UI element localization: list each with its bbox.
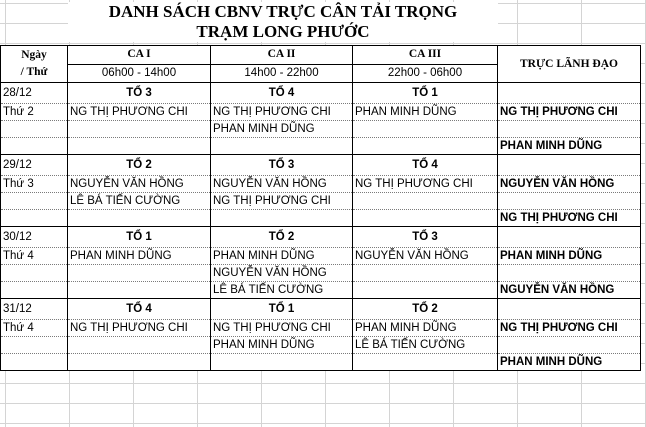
day-empty-cell bbox=[1, 138, 68, 155]
shift-3-staff-name bbox=[353, 354, 498, 371]
staff-row bbox=[1, 176, 641, 193]
shift-1-staff-name bbox=[68, 282, 211, 299]
shift-1-team: TỔ 3 bbox=[68, 83, 211, 104]
shift-2-team: TỔ 1 bbox=[211, 299, 353, 320]
leader-name: PHAN MINH DŨNG bbox=[498, 354, 641, 371]
leader-name: NGUYỄN VĂN HỒNG bbox=[498, 282, 641, 299]
shift-2-team: TỔ 3 bbox=[211, 155, 353, 176]
shift-3-staff-name bbox=[353, 193, 498, 210]
shift-3-staff-name bbox=[353, 265, 498, 282]
shift-2-staff-name: PHAN MINH DŨNG bbox=[211, 337, 353, 354]
day-date: 31/12 bbox=[1, 299, 68, 320]
leader-empty-cell bbox=[498, 83, 641, 104]
day-date-row bbox=[1, 83, 641, 104]
shift-3-staff-name bbox=[353, 282, 498, 299]
shift-3-staff-name: PHAN MINH DŨNG bbox=[353, 320, 498, 337]
staff-row bbox=[1, 248, 641, 265]
shift-1-staff-name: LÊ BÁ TIẾN CƯỜNG bbox=[68, 193, 211, 210]
day-date: 30/12 bbox=[1, 227, 68, 248]
day-date: 28/12 bbox=[1, 83, 68, 104]
staff-row bbox=[1, 210, 641, 227]
page-subtitle: TRẠM LONG PHƯỚC bbox=[68, 22, 498, 42]
day-weekday: Thứ 3 bbox=[1, 176, 68, 193]
header-weekday-label: / Thứ bbox=[20, 66, 48, 78]
shift-1-staff-name bbox=[68, 121, 211, 138]
staff-row bbox=[1, 337, 641, 354]
day-weekday: Thứ 2 bbox=[1, 104, 68, 121]
day-empty-cell bbox=[1, 282, 68, 299]
header-leader: TRỰC LÃNH ĐẠO bbox=[498, 46, 641, 83]
staff-row bbox=[1, 138, 641, 155]
shift-1-staff-name bbox=[68, 265, 211, 282]
shift-3-staff-name: LÊ BÁ TIẾN CƯỜNG bbox=[353, 337, 498, 354]
day-date-row bbox=[1, 155, 641, 176]
shift-3-staff-name bbox=[353, 210, 498, 227]
header-shift-1-time: 06h00 - 14h00 bbox=[68, 64, 211, 83]
leader-name: NG THỊ PHƯƠNG CHI bbox=[498, 104, 641, 121]
staff-row bbox=[1, 121, 641, 138]
day-empty-cell bbox=[1, 337, 68, 354]
shift-1-staff-name: NG THỊ PHƯƠNG CHI bbox=[68, 320, 211, 337]
header-shift-2-time: 14h00 - 22h00 bbox=[211, 64, 353, 83]
leader-name bbox=[498, 121, 641, 138]
day-empty-cell bbox=[1, 210, 68, 227]
shift-2-staff-name: LÊ BÁ TIẾN CƯỜNG bbox=[211, 282, 353, 299]
day-empty-cell bbox=[1, 265, 68, 282]
shift-2-staff-name: NGUYỄN VĂN HỒNG bbox=[211, 176, 353, 193]
leader-name bbox=[498, 337, 641, 354]
shift-1-staff-name bbox=[68, 210, 211, 227]
leader-name: NGUYỄN VĂN HỒNG bbox=[498, 176, 641, 193]
header-shift-1: CA I bbox=[68, 46, 211, 65]
shift-1-team: TỔ 1 bbox=[68, 227, 211, 248]
day-date: 29/12 bbox=[1, 155, 68, 176]
day-empty-cell bbox=[1, 354, 68, 371]
shift-2-staff-name: PHAN MINH DŨNG bbox=[211, 121, 353, 138]
header-day-label: Ngày bbox=[21, 49, 47, 61]
shift-3-team: TỔ 2 bbox=[353, 299, 498, 320]
leader-name: NG THỊ PHƯƠNG CHI bbox=[498, 320, 641, 337]
staff-row bbox=[1, 320, 641, 337]
header-shift-2: CA II bbox=[211, 46, 353, 65]
shift-3-team: TỔ 4 bbox=[353, 155, 498, 176]
shift-2-staff-name: NG THỊ PHƯƠNG CHI bbox=[211, 320, 353, 337]
leader-empty-cell bbox=[498, 299, 641, 320]
shift-1-staff-name: NG THỊ PHƯƠNG CHI bbox=[68, 104, 211, 121]
shift-2-staff-name: NGUYỄN VĂN HỒNG bbox=[211, 265, 353, 282]
day-date-row bbox=[1, 299, 641, 320]
shift-2-team: TỔ 2 bbox=[211, 227, 353, 248]
shift-2-team: TỔ 4 bbox=[211, 83, 353, 104]
leader-name bbox=[498, 265, 641, 282]
leader-empty-cell bbox=[498, 227, 641, 248]
shift-3-team: TỔ 1 bbox=[353, 83, 498, 104]
staff-row bbox=[1, 193, 641, 210]
shift-3-staff-name: NG THỊ PHƯƠNG CHI bbox=[353, 176, 498, 193]
header-day-weekday bbox=[1, 46, 68, 83]
day-empty-cell bbox=[1, 121, 68, 138]
leader-name bbox=[498, 193, 641, 210]
shift-2-staff-name bbox=[211, 354, 353, 371]
day-weekday: Thứ 4 bbox=[1, 320, 68, 337]
shift-1-staff-name: PHAN MINH DŨNG bbox=[68, 248, 211, 265]
shift-3-staff-name: NGUYỄN VĂN HỒNG bbox=[353, 248, 498, 265]
staff-row bbox=[1, 265, 641, 282]
shift-2-staff-name: PHAN MINH DŨNG bbox=[211, 248, 353, 265]
shift-1-staff-name bbox=[68, 337, 211, 354]
header-shift-3: CA III bbox=[353, 46, 498, 65]
staff-row bbox=[1, 104, 641, 121]
page-title: DANH SÁCH CBNV TRỰC CÂN TẢI TRỌNG bbox=[68, 2, 498, 22]
staff-row bbox=[1, 354, 641, 371]
shift-3-staff-name bbox=[353, 138, 498, 155]
shift-1-team: TỔ 2 bbox=[68, 155, 211, 176]
shift-2-staff-name bbox=[211, 210, 353, 227]
shift-1-staff-name: NGUYỄN VĂN HỒNG bbox=[68, 176, 211, 193]
leader-name: PHAN MINH DŨNG bbox=[498, 138, 641, 155]
shift-3-staff-name: PHAN MINH DŨNG bbox=[353, 104, 498, 121]
day-date-row bbox=[1, 227, 641, 248]
day-empty-cell bbox=[1, 193, 68, 210]
shift-3-staff-name bbox=[353, 121, 498, 138]
shift-1-staff-name bbox=[68, 138, 211, 155]
shift-2-staff-name: NG THỊ PHƯƠNG CHI bbox=[211, 104, 353, 121]
shift-2-staff-name: NG THỊ PHƯƠNG CHI bbox=[211, 193, 353, 210]
leader-name: PHAN MINH DŨNG bbox=[498, 248, 641, 265]
shift-1-team: TỔ 4 bbox=[68, 299, 211, 320]
leader-empty-cell bbox=[498, 155, 641, 176]
leader-name: NG THỊ PHƯƠNG CHI bbox=[498, 210, 641, 227]
shift-3-team: TỔ 3 bbox=[353, 227, 498, 248]
day-weekday: Thứ 4 bbox=[1, 248, 68, 265]
duty-schedule-table bbox=[0, 45, 641, 371]
header-shift-3-time: 22h00 - 06h00 bbox=[353, 64, 498, 83]
shift-1-staff-name bbox=[68, 354, 211, 371]
staff-row bbox=[1, 282, 641, 299]
shift-2-staff-name bbox=[211, 138, 353, 155]
